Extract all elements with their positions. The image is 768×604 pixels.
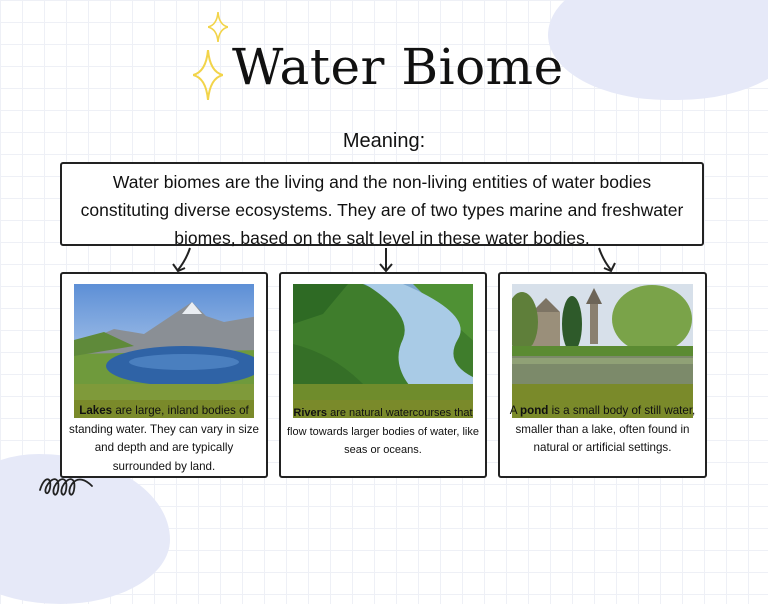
arrow-to-pond-icon bbox=[594, 246, 620, 274]
lakes-term: Lakes bbox=[79, 404, 113, 417]
meaning-label: Meaning: bbox=[342, 130, 426, 152]
pond-prefix: A bbox=[509, 404, 521, 417]
page-title: Water Biome bbox=[232, 38, 564, 96]
river-valley-photo bbox=[293, 284, 473, 400]
rivers-card bbox=[279, 272, 487, 478]
rivers-caption bbox=[287, 404, 479, 460]
decorative-blob-top-right bbox=[548, 0, 768, 100]
pond-term: pond bbox=[520, 404, 549, 417]
definition-box bbox=[60, 162, 704, 246]
mountain-lake-photo bbox=[74, 284, 254, 400]
pond-caption bbox=[506, 402, 699, 458]
lakes-caption bbox=[68, 402, 260, 476]
lakes-card bbox=[60, 272, 268, 478]
rivers-description: are natural watercourses that flow towards larger bodies of water, like seas or oceans. bbox=[287, 407, 479, 456]
definition-text: Water biomes are the living and the non-living entities of water bodies constituting diverse ecosystems. They are of two types marine and freshwater biomes, based on the salt level in these water bodies. bbox=[80, 172, 684, 248]
rivers-term: Rivers bbox=[293, 407, 328, 419]
lakes-description: are large, inland bodies of standing water. They can vary in size and depth and are typically surrounded by land. bbox=[69, 404, 259, 473]
arrow-to-lakes-icon bbox=[170, 246, 196, 274]
spiral-doodle-icon bbox=[38, 470, 94, 502]
pond-card bbox=[498, 272, 707, 478]
pond-description: is a small body of still water, smaller than a lake, often found in natural or artificial settings. bbox=[515, 404, 696, 454]
arrow-to-rivers-icon bbox=[376, 246, 396, 274]
sparkle-small-icon bbox=[208, 12, 228, 42]
pond-with-trees-photo bbox=[512, 284, 693, 400]
sparkle-large-icon bbox=[193, 50, 223, 100]
